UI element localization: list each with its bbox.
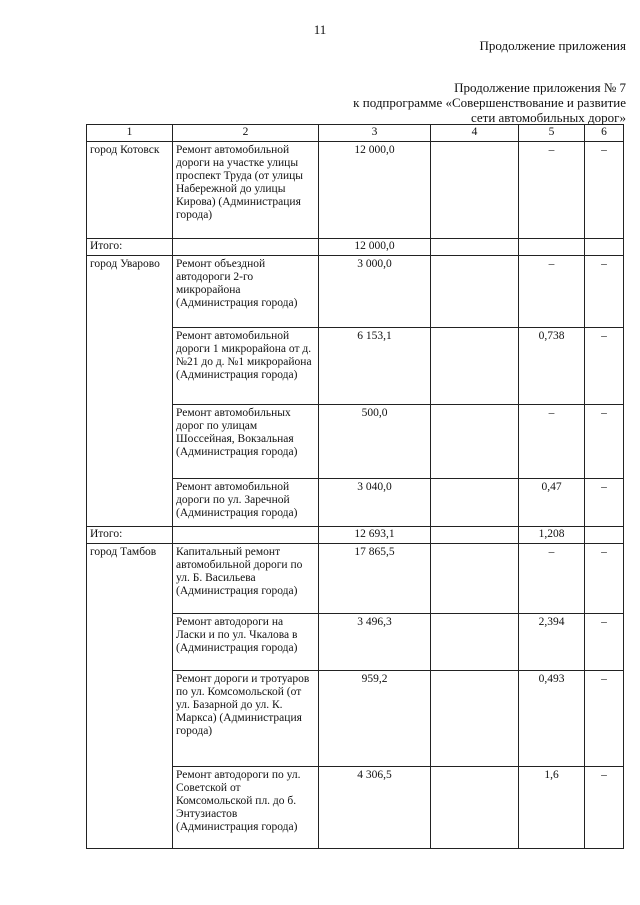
col5-cell: – [519, 544, 585, 614]
column-header-row [87, 125, 624, 142]
table-row [87, 142, 624, 239]
col5-cell: – [519, 405, 585, 479]
total-amount: 12 000,0 [319, 239, 431, 256]
col6-cell: – [585, 479, 624, 527]
amount-cell: 12 000,0 [319, 142, 431, 239]
amount-cell: 4 306,5 [319, 767, 431, 849]
total-empty [431, 527, 519, 544]
description-cell: Ремонт дороги и тротуаров по ул. Комсомольской (от ул. Базарной до ул. К. Маркса) (Администрация города) [173, 671, 319, 767]
continuation-label: Продолжение приложения [479, 38, 626, 53]
column-header: 4 [431, 125, 519, 142]
total-amount: 12 693,1 [319, 527, 431, 544]
appendix-header [353, 80, 626, 125]
col5-cell: – [519, 142, 585, 239]
description-cell: Ремонт автомобильных дорог по улицам Шоссейная, Вокзальная (Администрация города) [173, 405, 319, 479]
col4-cell [431, 614, 519, 671]
total-empty [173, 239, 319, 256]
col6-cell: – [585, 614, 624, 671]
header-line-2: к подпрограмме «Совершенствование и развитие [353, 95, 626, 110]
column-header: 3 [319, 125, 431, 142]
total-label: Итого: [87, 527, 173, 544]
col4-cell [431, 142, 519, 239]
description-cell: Ремонт автомобильной дороги 1 микрорайона от д. №21 до д. №1 микрорайона (Администрация города) [173, 328, 319, 405]
col5-cell: 1,6 [519, 767, 585, 849]
total-empty [431, 239, 519, 256]
column-header: 2 [173, 125, 319, 142]
header-line-1: Продолжение приложения № 7 [454, 80, 626, 95]
amount-cell: 17 865,5 [319, 544, 431, 614]
col6-cell: – [585, 142, 624, 239]
roads-table [86, 124, 624, 849]
total-label: Итого: [87, 239, 173, 256]
description-cell: Капитальный ремонт автомобильной дороги по ул. Б. Васильева (Администрация города) [173, 544, 319, 614]
total-empty [585, 527, 624, 544]
amount-cell: 959,2 [319, 671, 431, 767]
total-row [87, 527, 624, 544]
total-col5: 1,208 [519, 527, 585, 544]
col6-cell: – [585, 405, 624, 479]
column-header: 5 [519, 125, 585, 142]
col6-cell: – [585, 328, 624, 405]
col5-cell: 0,47 [519, 479, 585, 527]
col6-cell: – [585, 256, 624, 328]
col4-cell [431, 767, 519, 849]
description-cell: Ремонт автодороги по ул. Советской от Комсомольской пл. до б. Энтузиастов (Администрация города) [173, 767, 319, 849]
amount-cell: 500,0 [319, 405, 431, 479]
col6-cell: – [585, 671, 624, 767]
description-cell: Ремонт автодороги на Ласки и по ул. Чкалова в (Администрация города) [173, 614, 319, 671]
col6-cell: – [585, 767, 624, 849]
col5-cell: – [519, 256, 585, 328]
description-cell: Ремонт объездной автодороги 2-го микрорайона (Администрация города) [173, 256, 319, 328]
col4-cell [431, 544, 519, 614]
amount-cell: 3 496,3 [319, 614, 431, 671]
col4-cell [431, 256, 519, 328]
total-empty [173, 527, 319, 544]
col4-cell [431, 671, 519, 767]
amount-cell: 3 040,0 [319, 479, 431, 527]
amount-cell: 6 153,1 [319, 328, 431, 405]
table-row [87, 256, 624, 328]
total-row [87, 239, 624, 256]
col6-cell: – [585, 544, 624, 614]
city-cell: город Уварово [87, 256, 173, 527]
col5-cell: 0,738 [519, 328, 585, 405]
city-cell: город Котовск [87, 142, 173, 239]
table-row [87, 544, 624, 614]
city-cell: город Тамбов [87, 544, 173, 849]
col4-cell [431, 405, 519, 479]
column-header: 6 [585, 125, 624, 142]
col5-cell: 0,493 [519, 671, 585, 767]
header-line-3: сети автомобильных дорог» [470, 110, 626, 125]
page-number: 11 [313, 22, 327, 37]
total-empty [585, 239, 624, 256]
col4-cell [431, 479, 519, 527]
column-header: 1 [87, 125, 173, 142]
col5-cell: 2,394 [519, 614, 585, 671]
amount-cell: 3 000,0 [319, 256, 431, 328]
total-col5 [519, 239, 585, 256]
description-cell: Ремонт автомобильной дороги на участке улицы проспект Труда (от улицы Набережной до улицы Кирова) (Администрация города) [173, 142, 319, 239]
description-cell: Ремонт автомобильной дороги по ул. Заречной (Администрация города) [173, 479, 319, 527]
col4-cell [431, 328, 519, 405]
